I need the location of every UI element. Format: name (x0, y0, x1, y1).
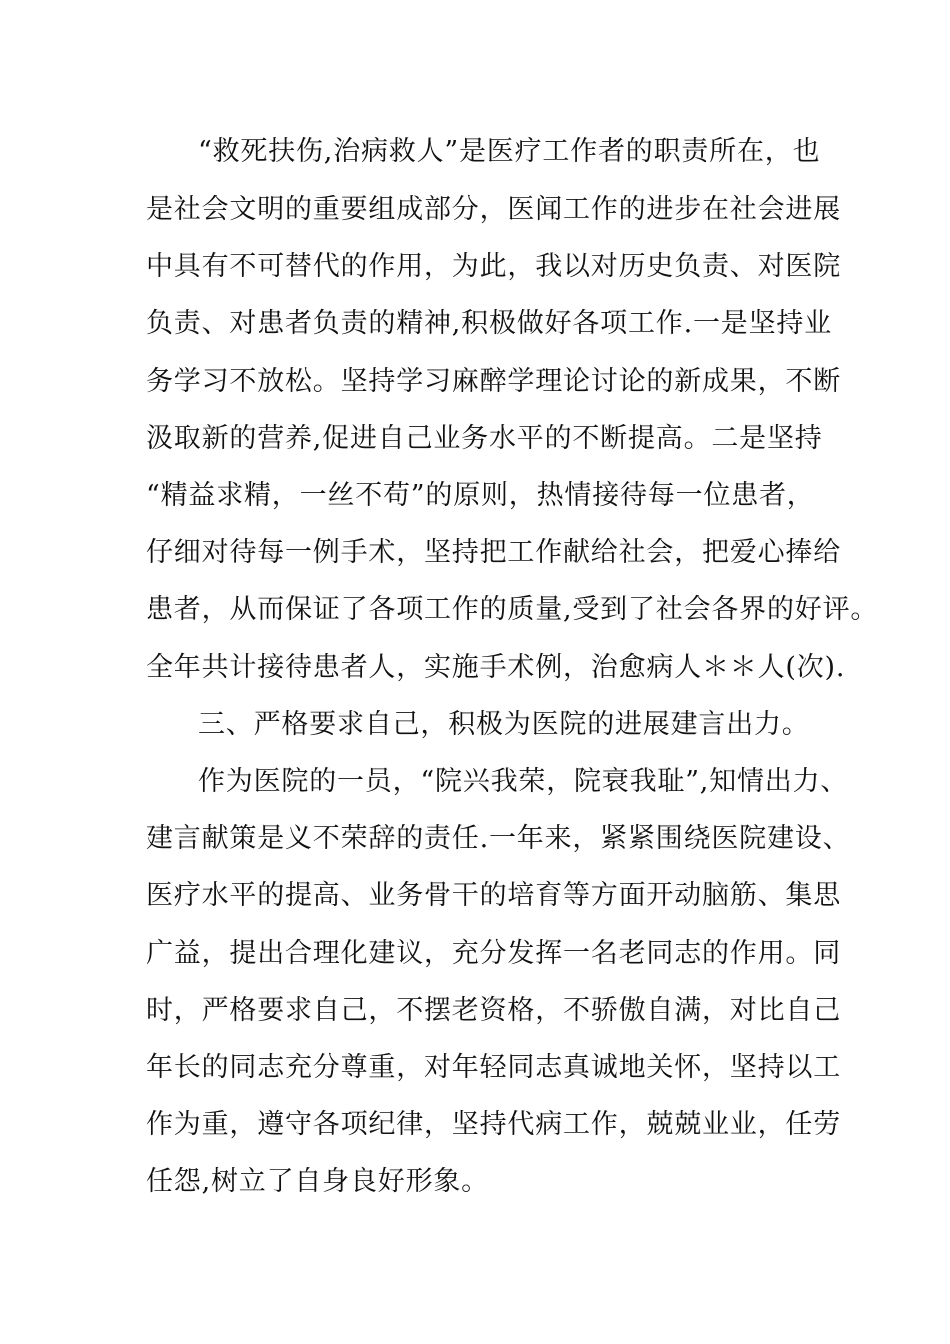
text-line: 是社会文明的重要组成部分，医闻工作的进步在社会进展 (146, 194, 841, 225)
text-line: “精益求精，一丝不苟”的原则，热情接待每一位患者， (146, 480, 815, 511)
text-line: 作为重，遵守各项纪律，坚持代病工作，兢兢业业，任劳 (146, 1109, 841, 1140)
text-line: 建言献策是义不荣辞的责任.一年来，紧紧围绕医院建设、 (146, 823, 851, 854)
text-line: 务学习不放松。坚持学习麻醉学理论讨论的新成果，不断 (146, 366, 841, 397)
text-line: 仔细对待每一例手术，坚持把工作献给社会，把爱心捧给 (146, 537, 841, 568)
text-line: 负责、对患者负责的精神,积极做好各项工作.一是坚持业 (146, 308, 832, 339)
text-line: 中具有不可替代的作用，为此，我以对历史负责、对医院 (146, 251, 841, 282)
text-line: 任怨,树立了自身良好形象。 (146, 1166, 489, 1197)
text-line: 作为医院的一员，“院兴我荣，院衰我耻”,知情出力、 (198, 766, 849, 797)
text-line: 年长的同志充分尊重，对年轻同志真诚地关怀，坚持以工 (146, 1052, 841, 1083)
text-line: 全年共计接待患者人，实施手术例，治愈病人＊＊人(次). (146, 652, 846, 683)
section-heading: 三、严格要求自己，积极为医院的进展建言出力。 (198, 709, 810, 740)
text-line: 医疗水平的提高、业务骨干的培育等方面开动脑筋、集思 (146, 880, 841, 911)
text-line: 患者，从而保证了各项工作的质量,受到了社会各界的好评。 (146, 594, 879, 625)
text-line: “救死扶伤,治病救人”是医疗工作者的职责所在，也 (198, 136, 821, 167)
text-line: 广益，提出合理化建议，充分发挥一名老同志的作用。同 (146, 938, 841, 969)
text-line: 汲取新的营养,促进自己业务水平的不断提高。二是坚持 (146, 423, 823, 454)
text-line: 时，严格要求自己，不摆老资格，不骄傲自满，对比自己 (146, 995, 841, 1026)
